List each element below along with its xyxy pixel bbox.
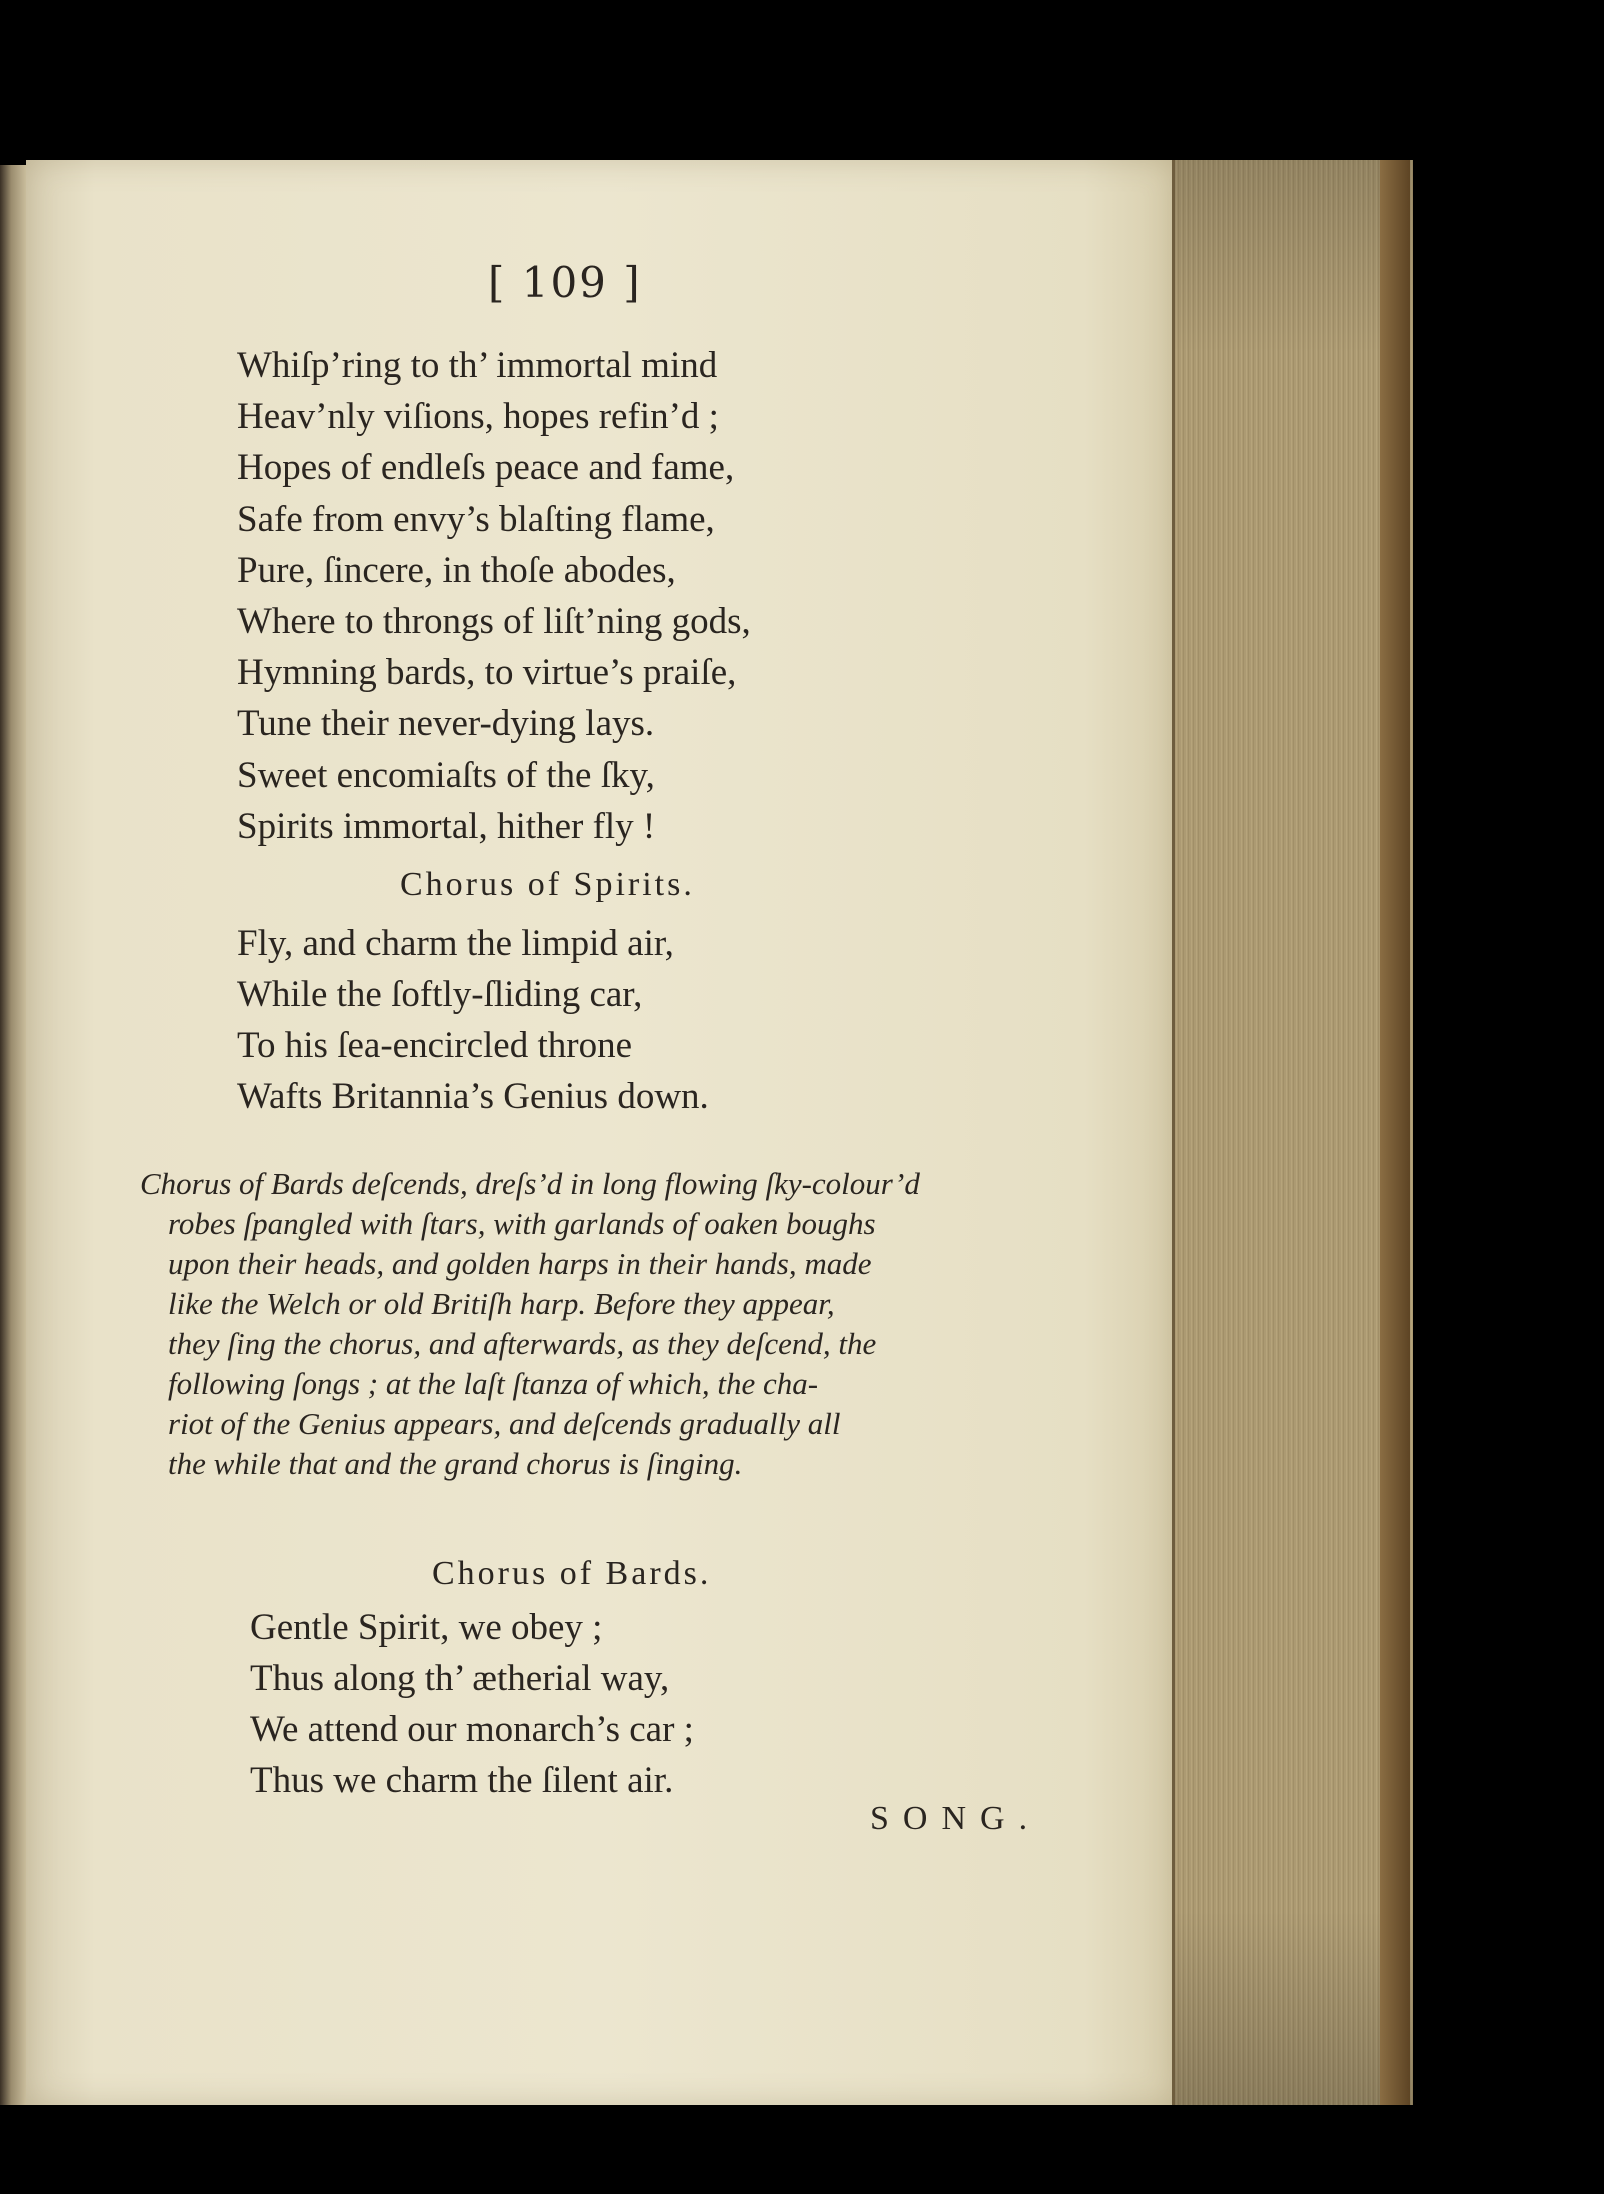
- stage-direction-line: robes ſpangled with ſtars, with garlands of oaken boughs: [168, 1206, 876, 1241]
- facing-page-edge: [0, 165, 28, 2105]
- verse-line: Fly, and charm the limpid air,: [237, 923, 674, 964]
- stage-direction-line: upon their heads, and golden harps in their hands, made: [168, 1246, 872, 1281]
- verse-line: Thus along th’ ætherial way,: [250, 1658, 670, 1699]
- verse-line: To his ſea-encircled throne: [237, 1025, 632, 1066]
- page-block-edge: [1172, 160, 1413, 2105]
- verse-stanza-1: [237, 340, 751, 852]
- verse-line: Wafts Britannia’s Genius down.: [237, 1076, 709, 1117]
- stage-direction-line: like the Welch or old Britiſh harp. Before they appear,: [168, 1286, 835, 1321]
- heading-chorus-of-bards: Chorus of Bards.: [432, 1555, 712, 1592]
- stage-direction-line: following ſongs ; at the laſt ſtanza of which, the cha-: [168, 1366, 819, 1401]
- verse-line: Where to throngs of liſt’ning gods,: [237, 600, 751, 642]
- verse-line: Spirits immortal, hither fly !: [237, 805, 656, 847]
- stage-direction-line: the while that and the grand chorus is ſinging.: [168, 1446, 743, 1481]
- verse-line: While the ſoftly-ſliding car,: [237, 974, 643, 1015]
- stage-direction: [140, 1164, 1050, 1484]
- verse-line: Thus we charm the ſilent air.: [250, 1760, 674, 1801]
- stage-direction-line: Chorus of Bards deſcends, dreſs’d in long flowing ſky-colour’d: [140, 1166, 920, 1201]
- verse-line: Sweet encomiaſts of the ſky,: [237, 754, 655, 796]
- verse-stanza-3: [250, 1602, 694, 1806]
- verse-line: Pure, ſincere, in thoſe abodes,: [237, 549, 676, 591]
- verse-stanza-2: [237, 918, 709, 1122]
- verse-line: We attend our monarch’s car ;: [250, 1709, 694, 1750]
- page-number: [ 109 ]: [488, 258, 642, 307]
- verse-line: Safe from envy’s blaſting flame,: [237, 498, 715, 540]
- catchword: SONG.: [870, 1800, 1042, 1837]
- verse-line: Whiſp’ring to th’ immortal mind: [237, 345, 718, 386]
- heading-chorus-of-spirits: Chorus of Spirits.: [400, 866, 695, 903]
- verse-line: Gentle Spirit, we obey ;: [250, 1607, 603, 1648]
- verse-line: Hymning bards, to virtue’s praiſe,: [237, 652, 737, 694]
- stage-direction-line: riot of the Genius appears, and deſcends gradually all: [168, 1406, 841, 1441]
- verse-line: Heav’nly viſions, hopes refin’d ;: [237, 396, 719, 438]
- verse-line: Hopes of endleſs peace and fame,: [237, 447, 735, 489]
- verse-line: Tune their never-dying lays.: [237, 703, 655, 745]
- book-cover-edge: [1380, 160, 1410, 2105]
- stage-direction-line: they ſing the chorus, and afterwards, as they deſcend, the: [168, 1326, 877, 1361]
